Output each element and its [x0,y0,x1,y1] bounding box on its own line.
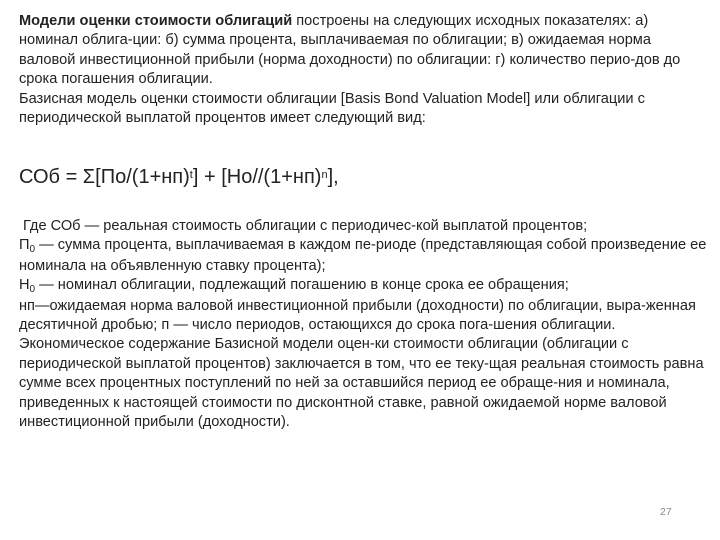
formula-part-2: ] + [Но//(1+нп) [192,166,322,188]
definition-po [19,236,709,276]
symbol-p-subscript: 0 [29,244,36,256]
model-intro-paragraph: Базисная модель оценки стоимости облигации [Basis Bond Valuation Model] или облигации с периодической выплатой процентов имеет следующий вид: [19,90,645,127]
intro-paragraph [19,12,709,90]
definition-po-text: — сумма процента, выплачиваемая в каждом пе-риоде (представляющая собой произведение ее номинала на объявленную ставку процента); [19,237,707,274]
definitions-text-block [19,217,709,432]
definition-np: нп—ожидаемая норма валовой инвестиционной прибыли (доходности) по облигации, выра-женная десятичной дробью; п — число периодов, остающихся до срока пога-шения облигации. [19,297,696,334]
formula-exponent-n: n [321,169,328,181]
economic-meaning-paragraph: Экономическое содержание Базисной модели оцен-ки стоимости облигации (облигации с периодической выплатой процентов) заключается в том, что ее теку-щая реальная стоимость равна сумме всех процентных поступлений по ней за оставшийся период ее обраще-ния и номинала, приведенных к настоящей стоимости по дисконтной ставке, равной ожидаемой норме валовой инвестиционной прибыли (доходности). [19,336,704,431]
intro-body: построены на следующих исходных показателях: а) номинал облига-ции: б) сумма процента, выплачиваемая по облигации; в) ожидаемая норма валовой инвестиционной прибыли (норма доходности) по облигации: г) количество перио-дов до срока погашения облигации. [19,13,681,88]
symbol-p: П [19,237,30,254]
intro-text-block [19,12,709,128]
valuation-formula [19,164,709,190]
page-number: 27 [660,506,672,518]
symbol-n: Н [19,277,30,294]
formula-exponent-t: t [189,169,193,181]
formula-part-3: ], [327,166,339,188]
intro-bold-heading: Модели оценки стоимости облигаций [19,13,293,29]
formula-part-1: СОб = Σ[По/(1+нп) [19,166,190,188]
definition-no-text: — номинал облигации, подлежащий погашению в конце срока ее обращения; [35,277,569,294]
definition-sob: Где СОб — реальная стоимость облигации с периодичес-кой выплатой процентов; [23,218,588,234]
symbol-n-subscript: 0 [29,284,36,296]
definition-no [19,276,709,296]
